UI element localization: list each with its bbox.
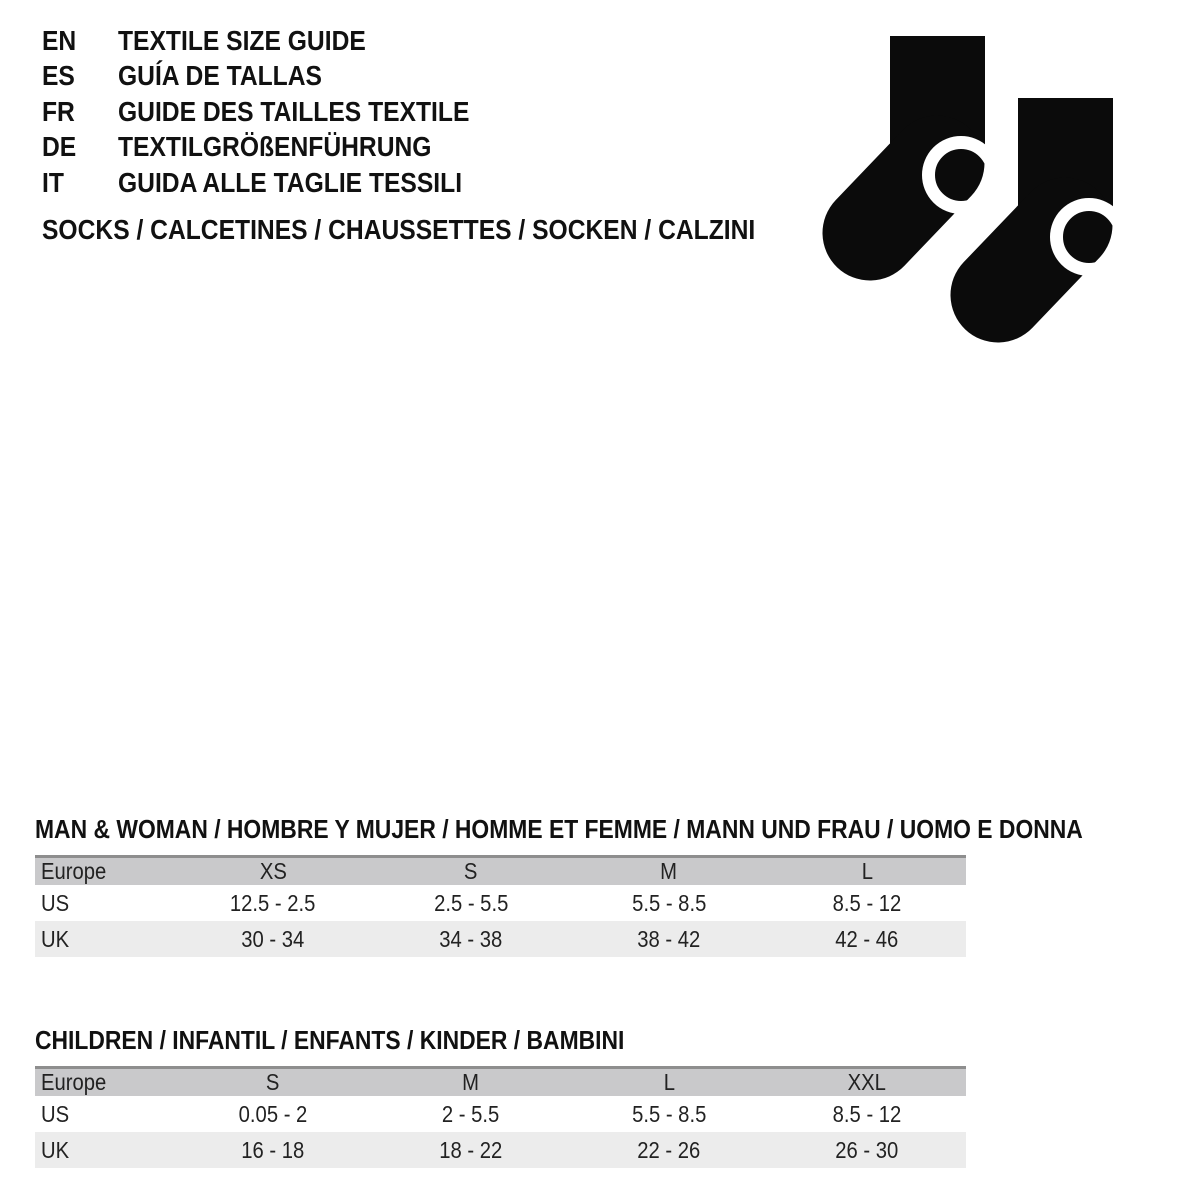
size-section-man-woman — [35, 814, 1083, 957]
category-heading — [42, 214, 853, 246]
size-value-text: 2 - 5.5 — [442, 1100, 500, 1127]
size-column-header — [570, 1068, 768, 1097]
header-cell-text: Europe — [41, 1069, 107, 1095]
table-row — [35, 921, 966, 957]
size-column-header — [768, 857, 966, 886]
size-value-text: 0.05 - 2 — [238, 1100, 308, 1127]
header-cell-text: Europe — [41, 858, 107, 884]
language-label — [118, 25, 400, 57]
language-code-text: DE — [42, 131, 77, 163]
row-label-cell — [35, 1132, 174, 1168]
size-value-cell — [768, 921, 966, 957]
size-column-header — [174, 1068, 372, 1097]
language-label — [118, 167, 509, 199]
size-value-text: 38 - 42 — [637, 925, 701, 952]
region-column-header — [35, 857, 174, 886]
socks-icon — [815, 28, 1115, 358]
size-value-cell — [174, 1132, 372, 1168]
language-code — [42, 25, 118, 57]
size-column-header — [768, 1068, 966, 1097]
size-value-cell — [174, 921, 372, 957]
language-code-text: IT — [42, 166, 64, 198]
table-row — [35, 1096, 966, 1132]
size-value-text: 22 - 26 — [637, 1136, 701, 1163]
header-cell-text: L — [663, 1069, 675, 1095]
size-column-header — [372, 1068, 570, 1097]
language-code — [42, 60, 118, 92]
row-label-text: US — [41, 1100, 70, 1127]
size-value-cell — [768, 885, 966, 921]
language-label-text: GUÍA DE TALLAS — [118, 60, 322, 92]
header-cell-text: M — [462, 1069, 480, 1095]
table-header-row — [35, 857, 966, 886]
size-value-cell — [570, 885, 768, 921]
language-label-text: TEXTILGRÖßENFÜHRUNG — [118, 131, 432, 163]
size-value-cell — [372, 1132, 570, 1168]
size-value-text: 42 - 46 — [835, 925, 899, 952]
size-value-cell — [570, 1132, 768, 1168]
size-value-cell — [372, 1096, 570, 1132]
header-cell-text: XXL — [847, 1069, 887, 1095]
language-label-text: TEXTILE SIZE GUIDE — [118, 24, 366, 56]
row-label-text: UK — [41, 1136, 70, 1163]
size-value-cell — [768, 1132, 966, 1168]
language-label-text: GUIDA ALLE TAGLIE TESSILI — [118, 166, 463, 198]
size-value-text: 8.5 - 12 — [832, 1100, 902, 1127]
size-value-cell — [570, 1096, 768, 1132]
sock-right-shape — [998, 98, 1115, 295]
size-value-text: 26 - 30 — [835, 1136, 899, 1163]
size-column-header — [372, 857, 570, 886]
language-row — [42, 23, 517, 59]
language-label — [118, 60, 350, 92]
language-row — [42, 130, 517, 166]
size-value-text: 8.5 - 12 — [832, 889, 902, 916]
size-value-text: 16 - 18 — [241, 1136, 305, 1163]
language-code-text: EN — [42, 24, 77, 56]
language-code — [42, 96, 118, 128]
row-label-cell — [35, 921, 174, 957]
size-table — [35, 1066, 966, 1168]
header-cell-text: M — [660, 858, 678, 884]
category-heading-text: SOCKS / CALCETINES / CHAUSSETTES / SOCKEN / CALZINI — [42, 214, 756, 245]
table-row — [35, 1132, 966, 1168]
sock-left-shape — [870, 36, 994, 233]
size-value-cell — [174, 885, 372, 921]
language-row — [42, 59, 517, 95]
size-section-children — [35, 1025, 966, 1168]
language-row — [42, 165, 517, 201]
size-value-text: 2.5 - 5.5 — [433, 889, 509, 916]
size-column-header — [570, 857, 768, 886]
size-value-text: 5.5 - 8.5 — [631, 889, 707, 916]
header-cell-text: S — [464, 858, 478, 884]
language-label-text: GUIDE DES TAILLES TEXTILE — [118, 95, 470, 127]
language-label — [118, 96, 517, 128]
section-title-text: MAN & WOMAN / HOMBRE Y MUJER / HOMME ET FEMME / MANN UND FRAU / UOMO E DONNA — [35, 814, 1083, 844]
header-cell-text: XS — [259, 858, 287, 884]
table-header-row — [35, 1068, 966, 1097]
region-column-header — [35, 1068, 174, 1097]
size-value-cell — [174, 1096, 372, 1132]
size-value-cell — [372, 921, 570, 957]
language-code-text: FR — [42, 95, 75, 127]
size-table — [35, 855, 966, 957]
language-row — [42, 94, 517, 130]
size-column-header — [174, 857, 372, 886]
section-title — [35, 814, 1083, 855]
size-value-text: 34 - 38 — [439, 925, 503, 952]
section-title — [35, 1025, 966, 1066]
size-value-cell — [768, 1096, 966, 1132]
language-code-text: ES — [42, 60, 75, 92]
size-value-text: 30 - 34 — [241, 925, 305, 952]
language-code — [42, 131, 118, 163]
language-list — [42, 23, 517, 201]
size-value-cell — [570, 921, 768, 957]
size-value-text: 12.5 - 2.5 — [230, 889, 316, 916]
section-title-text: CHILDREN / INFANTIL / ENFANTS / KINDER / BAMBINI — [35, 1025, 625, 1055]
table-row — [35, 885, 966, 921]
header-cell-text: S — [266, 1069, 280, 1095]
row-label-text: US — [41, 889, 70, 916]
size-value-cell — [372, 885, 570, 921]
row-label-cell — [35, 885, 174, 921]
row-label-cell — [35, 1096, 174, 1132]
header-cell-text: L — [861, 858, 873, 884]
language-code — [42, 167, 118, 199]
language-label — [118, 131, 474, 163]
size-value-text: 18 - 22 — [439, 1136, 503, 1163]
size-value-text: 5.5 - 8.5 — [631, 1100, 707, 1127]
row-label-text: UK — [41, 925, 70, 952]
